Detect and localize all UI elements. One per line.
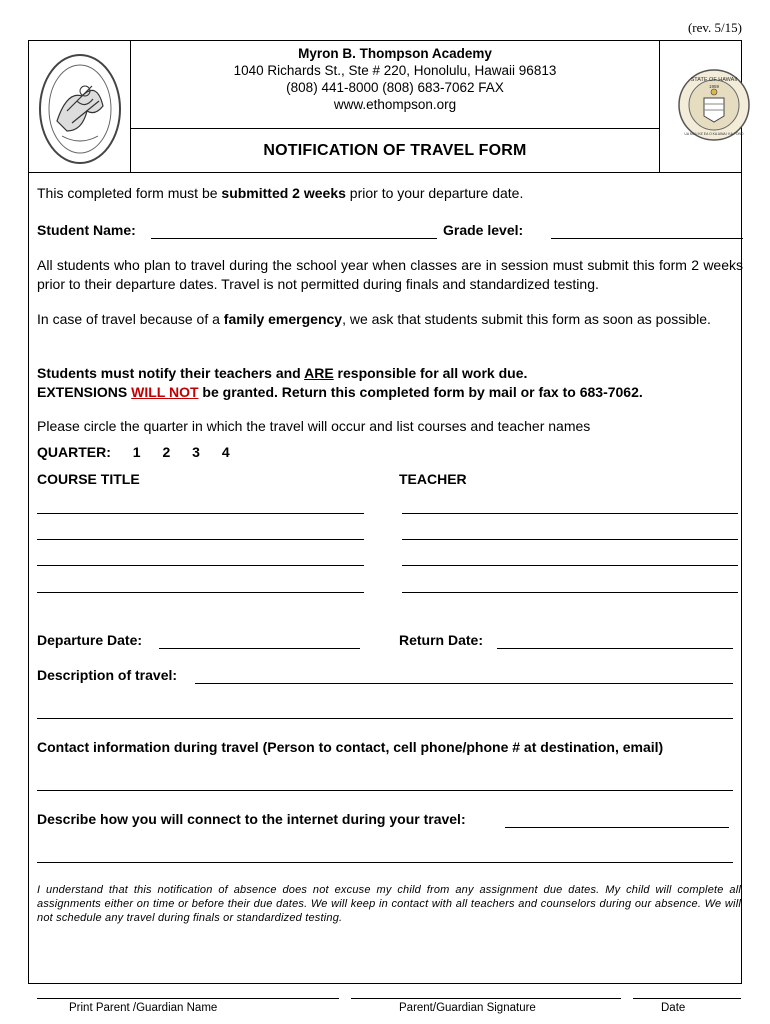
form-title: NOTIFICATION OF TRAVEL FORM xyxy=(263,142,527,159)
return-date-field[interactable] xyxy=(497,648,733,649)
school-info-block xyxy=(130,41,660,172)
notice-block xyxy=(37,364,743,402)
school-address: 1040 Richards St., Ste # 220, Honolulu, Hawaii 96813 xyxy=(233,63,557,78)
print-name-caption: Print Parent /Guardian Name xyxy=(69,1002,218,1014)
form-header xyxy=(29,41,744,173)
date-caption: Date xyxy=(661,1002,686,1014)
teacher-line-1[interactable] xyxy=(402,513,738,514)
contact-info-field[interactable] xyxy=(37,790,733,791)
internet-field-2[interactable] xyxy=(37,862,733,863)
description-label: Description of travel: xyxy=(37,667,178,683)
quarter-option-3[interactable]: 3 xyxy=(192,444,200,460)
description-field-1[interactable] xyxy=(195,683,733,684)
course-title-header: COURSE TITLE xyxy=(37,471,140,487)
internet-field-1[interactable] xyxy=(505,827,729,828)
departure-date-label: Departure Date: xyxy=(37,632,143,648)
seal-top-text: STATE OF HAWAII xyxy=(690,77,738,83)
state-seal xyxy=(677,68,751,142)
course-line-4[interactable] xyxy=(37,592,364,593)
course-line-1[interactable] xyxy=(37,513,364,514)
school-phones: (808) 441-8000 (808) 683-7062 FAX xyxy=(286,80,504,95)
seal-motto: UA MAU KE EA O KA AINA I KA PONO xyxy=(684,132,744,136)
school-name: Myron B. Thompson Academy xyxy=(298,46,492,61)
signature-line[interactable] xyxy=(351,998,621,999)
contact-info-label: Contact information during travel (Person to contact, cell phone/phone # at destination, email) xyxy=(37,739,664,755)
revision-label: (rev. 5/15) xyxy=(687,20,742,35)
intro-deadline: submitted 2 weeks xyxy=(221,185,346,201)
notice-2-prefix: EXTENSIONS xyxy=(37,384,132,400)
teacher-header: TEACHER xyxy=(399,471,467,487)
date-line[interactable] xyxy=(633,998,741,999)
quarter-option-1[interactable]: 1 xyxy=(132,444,141,460)
notice-line-2 xyxy=(37,383,743,402)
quarter-row xyxy=(37,444,230,460)
internet-label: Describe how you will connect to the internet during your travel: xyxy=(37,811,466,827)
course-line-2[interactable] xyxy=(37,539,364,540)
form-frame xyxy=(28,40,744,1014)
quarter-option-4[interactable]: 4 xyxy=(221,444,230,460)
teacher-line-2[interactable] xyxy=(402,539,738,540)
seal-year: 1959 xyxy=(708,84,720,89)
intro-suffix: prior to your departure date. xyxy=(345,185,524,201)
return-date-label: Return Date: xyxy=(399,632,484,648)
print-name-line[interactable] xyxy=(37,998,339,999)
grade-level-field[interactable] xyxy=(551,238,743,239)
student-name-label: Student Name: xyxy=(37,222,136,238)
notice-1-prefix: Students must notify their teachers and xyxy=(37,365,305,381)
emergency-bold: family emergency xyxy=(223,311,343,327)
school-logo xyxy=(37,51,123,167)
notice-2-suffix: be granted. Return this completed form by mail or fax to 683-7062. xyxy=(198,384,643,400)
teacher-line-3[interactable] xyxy=(402,565,738,566)
grade-level-label: Grade level: xyxy=(443,222,524,238)
school-website: www.ethompson.org xyxy=(333,97,457,112)
notice-1-suffix: responsible for all work due. xyxy=(333,365,528,381)
travel-policy-paragraph: All students who plan to travel during the school year when classes are in session must submit this form 2 weeks prior to their departure dates. Travel is not permitted during finals and standardized testing. xyxy=(37,257,743,292)
course-line-3[interactable] xyxy=(37,565,364,566)
disclaimer: I understand that this notification of absence does not excuse my child from any assignment due dates. My child will complete all assignments either on time or before their due dates. We will keep in contact with all teachers and counselors during our absence. We will not schedule any travel during finals or standardized testing. xyxy=(37,884,741,924)
intro-prefix: This completed form must be xyxy=(37,185,222,201)
notice-2-will-not: WILL NOT xyxy=(131,384,199,400)
quarter-label: QUARTER: xyxy=(37,444,111,460)
quarter-option-2[interactable]: 2 xyxy=(162,444,171,460)
notice-1-are: ARE xyxy=(304,365,334,381)
description-field-2[interactable] xyxy=(37,718,733,719)
notice-line-1 xyxy=(37,364,743,383)
emergency-paragraph xyxy=(37,310,743,329)
departure-date-field[interactable] xyxy=(159,648,360,649)
student-name-field[interactable] xyxy=(151,238,437,239)
emergency-suffix: , we ask that students submit this form as soon as possible. xyxy=(342,311,711,327)
emergency-prefix: In case of travel because of a xyxy=(37,311,224,327)
intro-line xyxy=(37,185,523,201)
teacher-line-4[interactable] xyxy=(402,592,738,593)
school-info xyxy=(131,41,659,129)
quarter-instruction: Please circle the quarter in which the travel will occur and list courses and teacher names xyxy=(37,418,591,434)
signature-caption: Parent/Guardian Signature xyxy=(399,1002,536,1014)
